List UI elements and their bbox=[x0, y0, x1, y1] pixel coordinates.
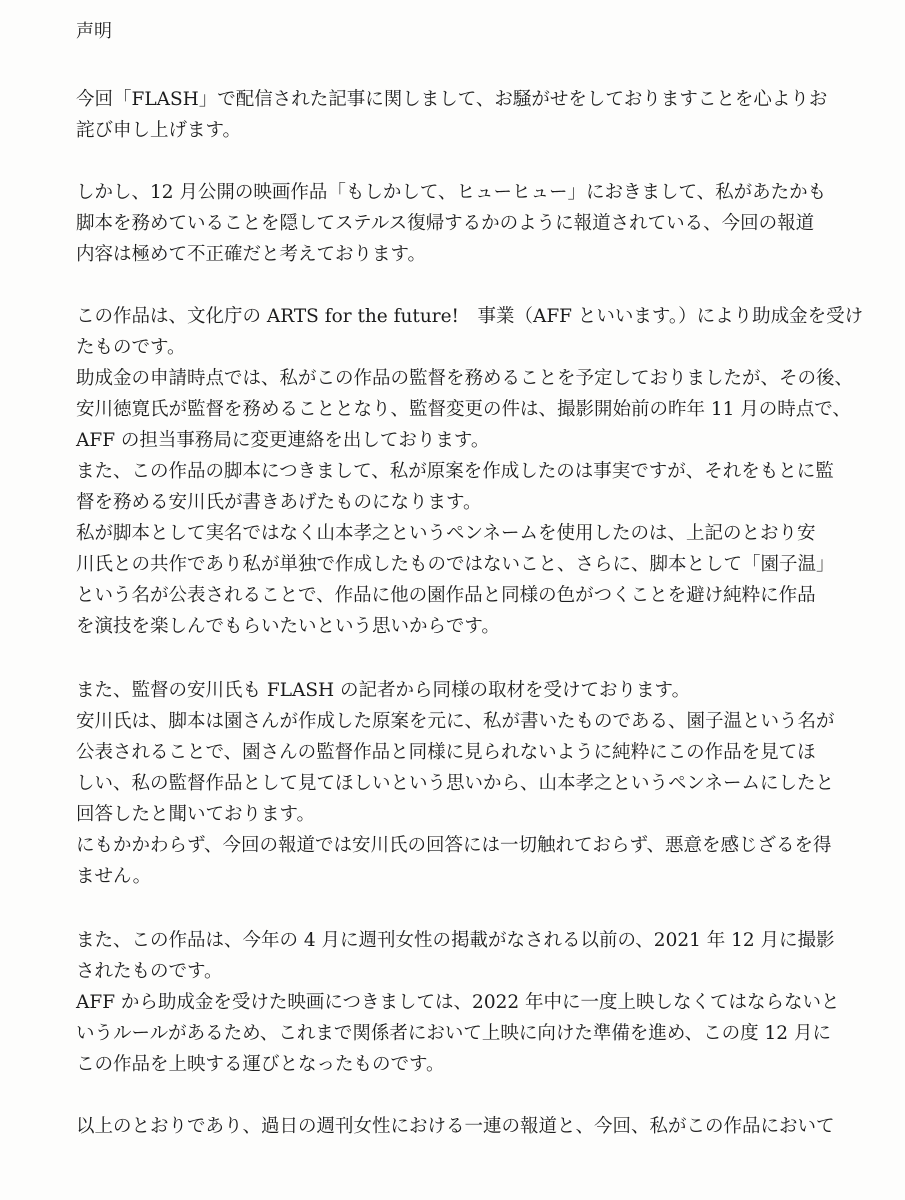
paragraph-4-line-1: また、監督の安川氏も FLASH の記者から同様の取材を受けております。 bbox=[76, 680, 691, 701]
document-title: 声明 bbox=[76, 21, 112, 42]
paragraph-3-line-2: たものです。 bbox=[76, 337, 186, 358]
paragraph-5-line-4: いうルールがあるため、これまで関係者において上映に向けた準備を進め、この度 12 月に bbox=[76, 1023, 831, 1044]
paragraph-1-line-2: 詫び申し上げます。 bbox=[76, 120, 242, 141]
paragraph-6-line-1: 以上のとおりであり、過日の週刊女性における一連の報道と、今回、私がこの作品において bbox=[76, 1116, 835, 1137]
paragraph-3-line-8: 私が脚本として実名ではなく山本孝之というペンネームを使用したのは、上記のとおり安 bbox=[76, 523, 816, 544]
paragraph-3-line-10: という名が公表されることで、作品に他の園作品と同様の色がつくことを避け純粋に作品 bbox=[76, 585, 816, 606]
paragraph-1-line-1: 今回「FLASH」で配信された記事に関しまして、お騒がせをしておりますことを心よりお bbox=[76, 89, 828, 110]
paragraph-3-line-1: この作品は、文化庁の ARTS for the future! 事業（AFF といいます。）により助成金を受け bbox=[76, 306, 864, 327]
paragraph-2-line-2: 脚本を務めていることを隠してステルス復帰するかのように報道されている、今回の報道 bbox=[76, 213, 815, 234]
paragraph-2-line-3: 内容は極めて不正確だと考えております。 bbox=[76, 244, 427, 265]
paragraph-3-line-3: 助成金の申請時点では、私がこの作品の監督を務めることを予定しておりましたが、その後、 bbox=[76, 368, 854, 389]
paragraph-4-line-4: しい、私の監督作品として見てほしいという思いから、山本孝之というペンネームにしたと bbox=[76, 773, 834, 794]
paragraph-3-line-6: また、この作品の脚本につきまして、私が原案を作成したのは事実ですが、それをもとに監 bbox=[76, 461, 834, 482]
paragraph-5-line-1: また、この作品は、今年の 4 月に週刊女性の掲載がなされる以前の、2021 年 12 月に撮影 bbox=[76, 930, 835, 951]
paragraph-4-line-7: ません。 bbox=[76, 866, 152, 887]
paragraph-3-line-4: 安川徳寛氏が監督を務めることとなり、監督変更の件は、撮影開始前の昨年 11 月の時点で、 bbox=[76, 399, 851, 420]
paragraph-4-line-3: 公表されることで、園さんの監督作品と同様に見られないように純粋にこの作品を見てほ bbox=[76, 742, 816, 763]
paragraph-5-line-5: この作品を上映する運びとなったものです。 bbox=[76, 1054, 445, 1075]
paragraph-3-line-5: AFF の担当事務局に変更連絡を出しております。 bbox=[76, 430, 490, 451]
paragraph-5-line-2: されたものです。 bbox=[76, 961, 223, 982]
paragraph-4-line-6: にもかかわらず、今回の報道では安川氏の回答には一切触れておらず、悪意を感じざるを得 bbox=[76, 835, 832, 856]
paragraph-5-line-3: AFF から助成金を受けた映画につきましては、2022 年中に一度上映しなくてはならないと bbox=[76, 992, 840, 1013]
paragraph-3-line-7: 督を務める安川氏が書きあげたものになります。 bbox=[76, 492, 482, 513]
paragraph-3-line-11: を演技を楽しんでもらいたいという思いからです。 bbox=[76, 616, 500, 637]
paragraph-3-line-9: 川氏との共作であり私が単独で作成したものではないこと、さらに、脚本として「園子温」 bbox=[76, 554, 835, 575]
paragraph-2-line-1: しかし、12 月公開の映画作品「もしかして、ヒューヒュー」におきまして、私があたかも bbox=[76, 182, 827, 203]
paragraph-4-line-2: 安川氏は、脚本は園さんが作成した原案を元に、私が書いたものである、園子温という名が bbox=[76, 711, 835, 732]
paragraph-4-line-5: 回答したと聞いております。 bbox=[76, 804, 316, 825]
